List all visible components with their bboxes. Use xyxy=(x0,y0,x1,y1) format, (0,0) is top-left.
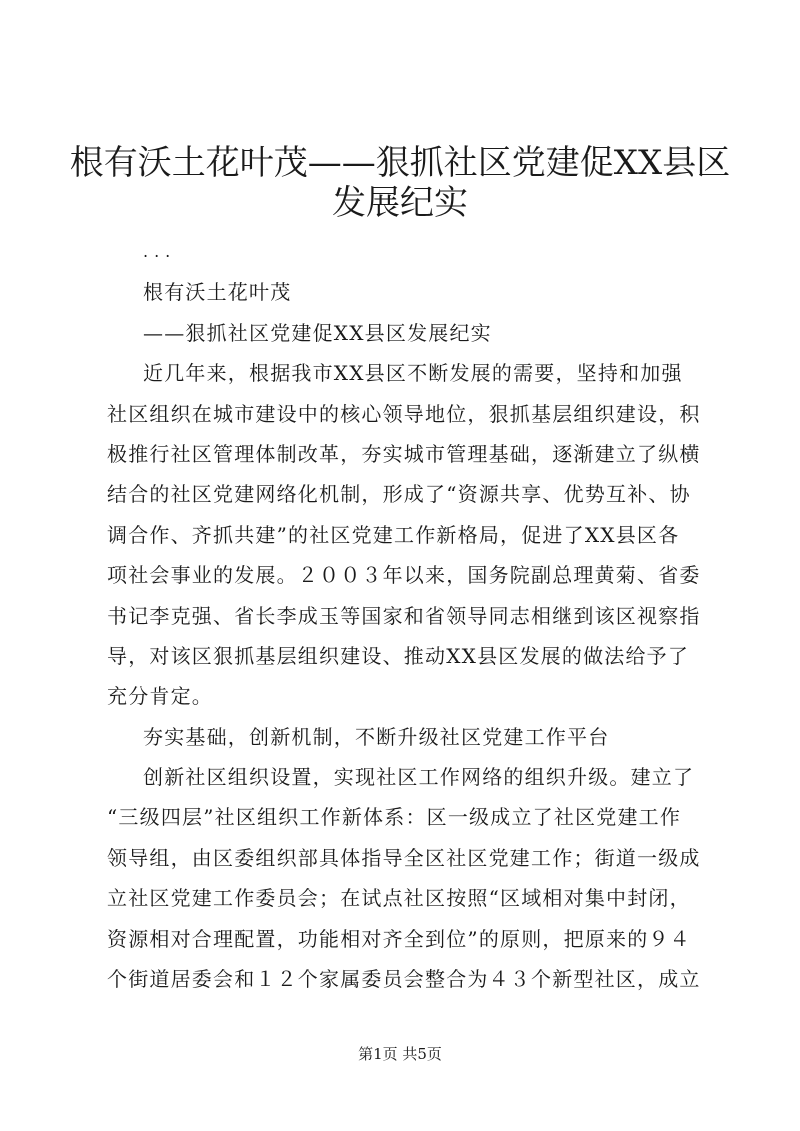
body-text-line: 创新社区组织设置，实现社区工作网络的组织升级。建立了 xyxy=(143,765,695,790)
document-title-line-1: 根有沃土花叶茂——狠抓社区党建促XX县区 xyxy=(69,143,731,183)
body-text-line: 书记李克强、省长李成玉等国家和省领导同志相继到该区视察指 xyxy=(107,603,701,628)
body-text-line: 极推行社区管理体制改革，夯实城市管理基础，逐渐建立了纵横 xyxy=(107,441,701,466)
page-footer: 第1页 共5页 xyxy=(358,1045,442,1063)
body-text-line: ... xyxy=(143,242,177,261)
document-title-line-2: 发展纪实 xyxy=(332,183,468,223)
body-text-line: 充分肯定。 xyxy=(107,684,213,709)
body-text-line: 根有沃土花叶茂 xyxy=(143,280,292,305)
body-text-line: 导，对该区狠抓基层组织建设、推动XX县区发展的做法给予了 xyxy=(107,643,690,668)
body-text-line: 调合作、齐抓共建”的社区党建工作新格局，促进了XX县区各 xyxy=(107,522,680,547)
body-text-line: 个街道居委会和１２个家属委员会整合为４３个新型社区，成立 xyxy=(107,967,701,992)
body-text-line: 立社区党建工作委员会；在试点社区按照“区域相对集中封闭， xyxy=(107,886,691,911)
body-text-line: 资源相对合理配置，功能相对齐全到位”的原则，把原来的９４ xyxy=(107,926,691,951)
body-text-line: 近几年来，根据我市XX县区不断发展的需要，坚持和加强 xyxy=(143,361,683,386)
body-text-line: “三级四层”社区组织工作新体系：区一级成立了社区党建工作 xyxy=(107,805,682,830)
body-text-line: 夯实基础，创新机制，不断升级社区党建工作平台 xyxy=(143,724,610,749)
body-text-line: 项社会事业的发展。２００３年以来，国务院副总理黄菊、省委 xyxy=(107,563,701,588)
body-text-line: 领导组，由区委组织部具体指导全区社区党建工作；街道一级成 xyxy=(107,845,701,870)
body-text-line: 结合的社区党建网络化机制，形成了“资源共享、优势互补、协 xyxy=(107,482,691,507)
document-body xyxy=(107,232,717,999)
body-text-line: 社区组织在城市建设中的核心领导地位，狠抓基层组织建设，积 xyxy=(107,401,701,426)
body-text-line: ——狠抓社区党建促XX县区发展纪实 xyxy=(143,320,492,345)
